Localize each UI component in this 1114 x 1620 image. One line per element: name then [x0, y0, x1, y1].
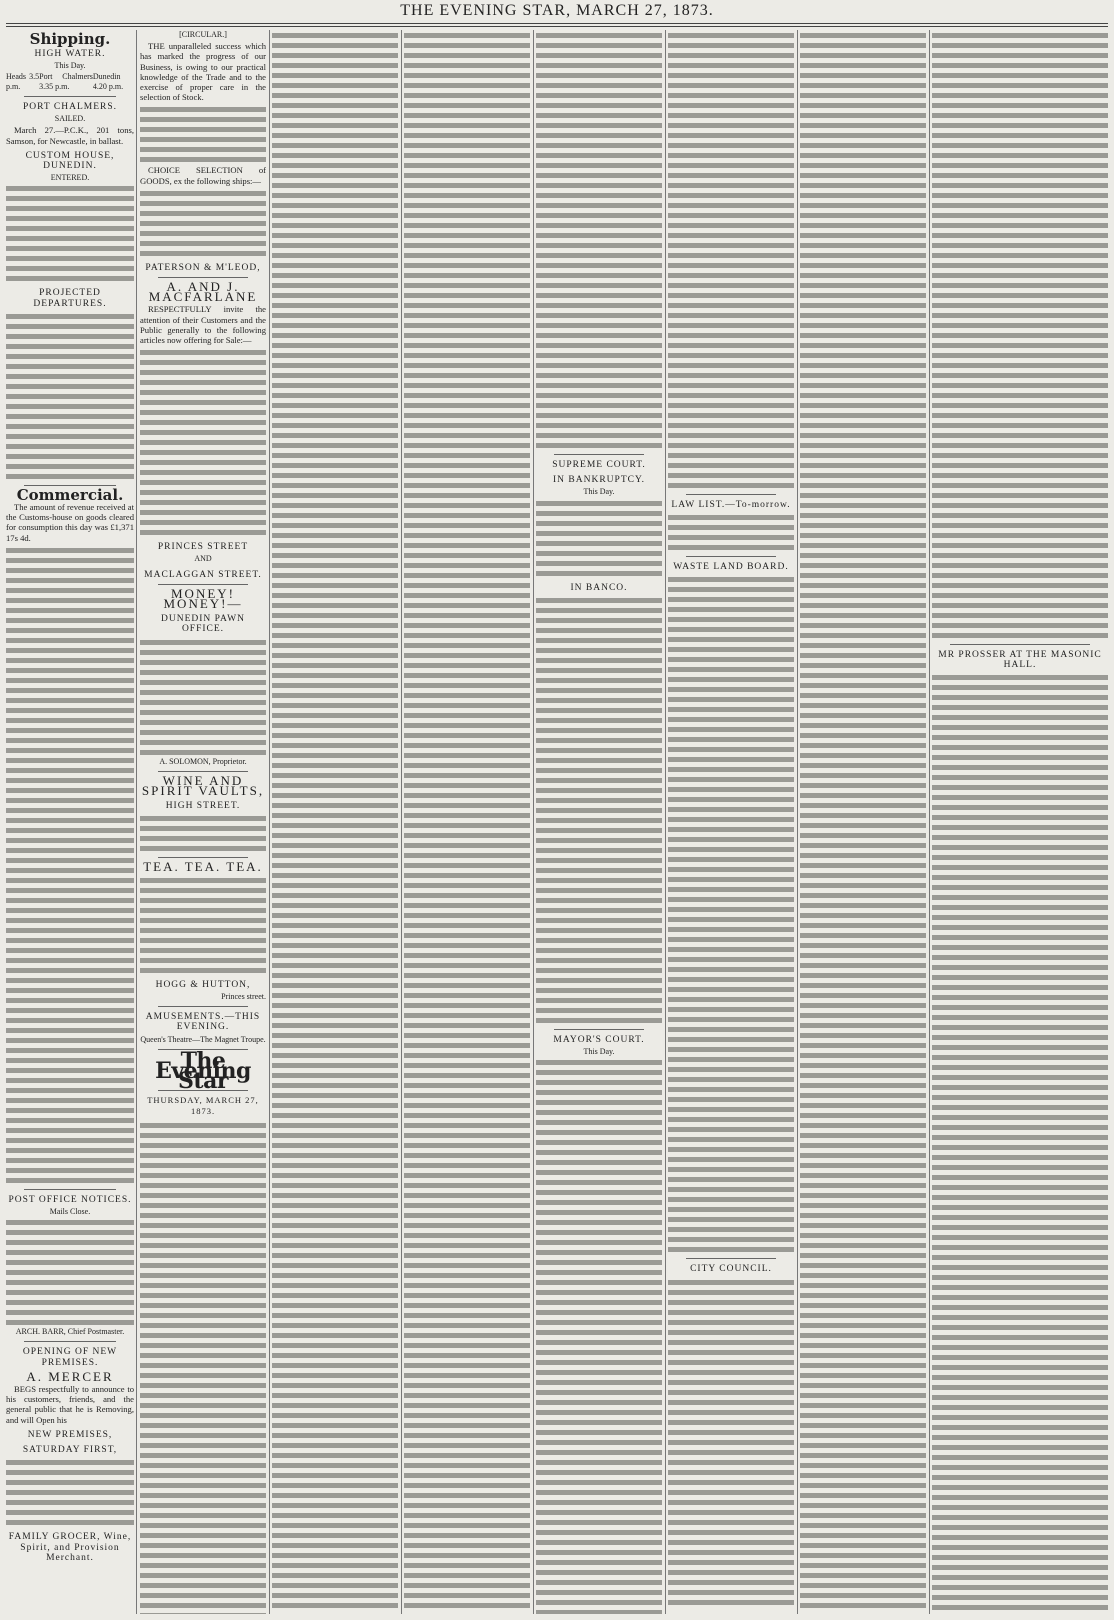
- column-7: [800, 30, 926, 1614]
- this-day-label: This Day.: [583, 1047, 615, 1057]
- solomon-signature: A. SOLOMON, Proprietor.: [159, 756, 247, 766]
- projected-departures-heading: PROJECTED DEPARTURES.: [33, 288, 107, 309]
- hogg-hutton: HOGG & HUTTON,: [155, 979, 251, 990]
- circular-label: [CIRCULAR.]: [179, 30, 227, 39]
- editorial-text-block: [272, 30, 398, 1610]
- column-rule: [136, 30, 137, 1614]
- banco-text-block: [536, 595, 662, 1025]
- masthead-rule-2: [6, 26, 1108, 27]
- news-text-block: [536, 30, 662, 450]
- masthead: THE EVENING STAR, MARCH 27, 1873.: [400, 2, 714, 19]
- column-rule: [797, 30, 798, 1614]
- commercial-text-block: [6, 545, 134, 1185]
- macfarlane-text-block: [140, 347, 266, 537]
- mayors-court-text-block: [536, 1057, 662, 1614]
- saturday-first: SATURDAY FIRST,: [22, 1445, 118, 1456]
- mercer-title: A. MERCER: [26, 1368, 114, 1384]
- column-5: [536, 30, 662, 1614]
- tide-port-chalmers: Port Chalmers 3.35 p.m.: [39, 71, 93, 91]
- entered-label: ENTERED.: [50, 173, 90, 183]
- dateline: THURSDAY, MARCH 27, 1873.: [147, 1095, 259, 1116]
- divider: [950, 644, 1090, 645]
- shipping-heading: Shipping.: [29, 30, 111, 48]
- money-title: MONEY! MONEY!—: [163, 585, 243, 612]
- column-rule: [533, 30, 534, 1614]
- prosser-text-block: [932, 672, 1108, 1612]
- this-day-label: This Day.: [54, 61, 86, 71]
- column-8: [932, 30, 1108, 1614]
- supreme-court-heading: SUPREME COURT.: [552, 460, 646, 470]
- column-6: [668, 30, 794, 1614]
- tea-title: TEA. TEA. TEA.: [143, 859, 263, 875]
- princes-street-2: Princes street.: [221, 991, 266, 1001]
- divider: [158, 857, 248, 858]
- column-2: [140, 30, 266, 1614]
- tea-text-block: [140, 875, 266, 975]
- mercer-text-block: [6, 1457, 134, 1527]
- mayors-court-heading: MAYOR'S COURT.: [553, 1034, 645, 1045]
- amusements-heading: AMUSEMENTS.—THIS EVENING.: [145, 1012, 261, 1033]
- law-list-heading: LAW LIST.—To-morrow.: [671, 500, 791, 510]
- divider: [686, 556, 776, 557]
- council-continued-text-block: [800, 30, 926, 1610]
- divider: [158, 1006, 248, 1007]
- commercial-heading: Commercial.: [16, 485, 124, 504]
- sailed-label: SAILED.: [54, 114, 86, 124]
- mercer-text: BEGS respectfully to announce to his customers, friends, and the general public that he is Removing, and will Open his: [6, 1384, 134, 1425]
- masthead-rule: [6, 23, 1108, 24]
- column-rule: [269, 30, 270, 1614]
- and-label: AND: [194, 554, 212, 564]
- evening-star-flag: The Evening Star: [155, 1047, 251, 1095]
- circular-text: THE unparalleled success which has marked the progress of our Business, is owing to our practical knowledge of the Trade and to the exercise of proper care in the selection of Stock.: [140, 41, 266, 103]
- divider: [24, 96, 116, 97]
- city-council-heading: CITY COUNCIL.: [690, 1264, 772, 1275]
- mails-close-label: Mails Close.: [49, 1207, 91, 1217]
- choice-selection: CHOICE SELECTION of GOODS, ex the following ships:—: [140, 165, 266, 186]
- pawn-text-block: [140, 637, 266, 757]
- queens-theatre: Queen's Theatre—The Magnet Troupe.: [140, 1034, 266, 1044]
- bankruptcy-text-block: [536, 498, 662, 578]
- divider: [686, 494, 776, 495]
- column-rule: [929, 30, 930, 1614]
- pawn-office: DUNEDIN PAWN OFFICE.: [161, 614, 245, 635]
- this-day-label: This Day.: [583, 487, 615, 497]
- divider: [158, 277, 248, 278]
- divider: [158, 584, 248, 585]
- macfarlane-text: RESPECTFULLY invite the attention of their Customers and the Public generally to the following articles now offering for Sale:—: [140, 304, 266, 346]
- sailed-text: March 27.—P.C.K., 201 tons, Samson, for Newcastle, in ballast.: [6, 125, 134, 146]
- shipping-text-block: [6, 183, 134, 283]
- paterson-signature: PATERSON & M'LEOD,: [145, 262, 261, 273]
- commercial-text: The amount of revenue received at the Customs-house on goods cleared for consumption this day was £1,371 17s 4d.: [6, 502, 134, 543]
- news-text-block: [668, 30, 794, 490]
- tide-heads: Heads 3.5 p.m.: [6, 71, 40, 91]
- leader-text-block: [140, 1120, 266, 1614]
- post-office-heading: POST OFFICE NOTICES.: [8, 1194, 132, 1205]
- news-text-block: [932, 30, 1108, 640]
- divider: [554, 1029, 644, 1030]
- ships-text-block: [140, 188, 266, 258]
- editorial-text-block: [404, 30, 530, 1610]
- high-street: HIGH STREET.: [165, 801, 241, 812]
- column-3: [272, 30, 398, 1614]
- new-premises: NEW PREMISES,: [27, 1429, 113, 1440]
- custom-house-heading: CUSTOM HOUSE, DUNEDIN.: [25, 150, 115, 172]
- column-4: [404, 30, 530, 1614]
- waste-land-text-block: [668, 574, 794, 1254]
- wine-text-block: [140, 813, 266, 853]
- column-rule: [401, 30, 402, 1614]
- divider: [554, 454, 644, 455]
- divider: [686, 1258, 776, 1259]
- wine-vaults-title: WINE AND SPIRIT VAULTS,: [141, 772, 265, 799]
- column-1: [6, 30, 134, 1614]
- princes-street: PRINCES STREET: [157, 542, 249, 553]
- divider: [24, 1189, 116, 1190]
- divider: [24, 1341, 116, 1342]
- tide-dunedin: Dunedin 4.20 p.m.: [92, 71, 124, 91]
- in-banco-heading: IN BANCO.: [570, 582, 628, 593]
- post-office-text-block: [6, 1217, 134, 1327]
- macfarlane-title: A. AND J. MACFARLANE: [148, 279, 258, 305]
- prosser-heading: MR PROSSER AT THE MASONIC HALL.: [938, 650, 1102, 671]
- departures-text-block: [6, 311, 134, 481]
- port-chalmers-heading: PORT CHALMERS.: [22, 102, 118, 113]
- tide-table: [6, 72, 134, 92]
- law-list-text-block: [668, 512, 794, 552]
- maclaggan-street: MACLAGGAN STREET.: [144, 569, 262, 580]
- divider: [158, 771, 248, 772]
- council-text-block: [668, 1277, 794, 1607]
- waste-land-heading: WASTE LAND BOARD.: [673, 562, 789, 573]
- column-rule: [665, 30, 666, 1614]
- family-grocer: FAMILY GROCER, Wine, Spirit, and Provision Merchant.: [8, 1532, 132, 1563]
- high-water-heading: HIGH WATER.: [34, 49, 106, 60]
- postmaster-signature: ARCH. BARR, Chief Postmaster.: [15, 1327, 125, 1337]
- circular-text-block: [140, 104, 266, 164]
- opening-heading: OPENING OF NEW PREMISES.: [22, 1347, 118, 1368]
- bankruptcy-heading: IN BANKRUPTCY.: [553, 475, 645, 486]
